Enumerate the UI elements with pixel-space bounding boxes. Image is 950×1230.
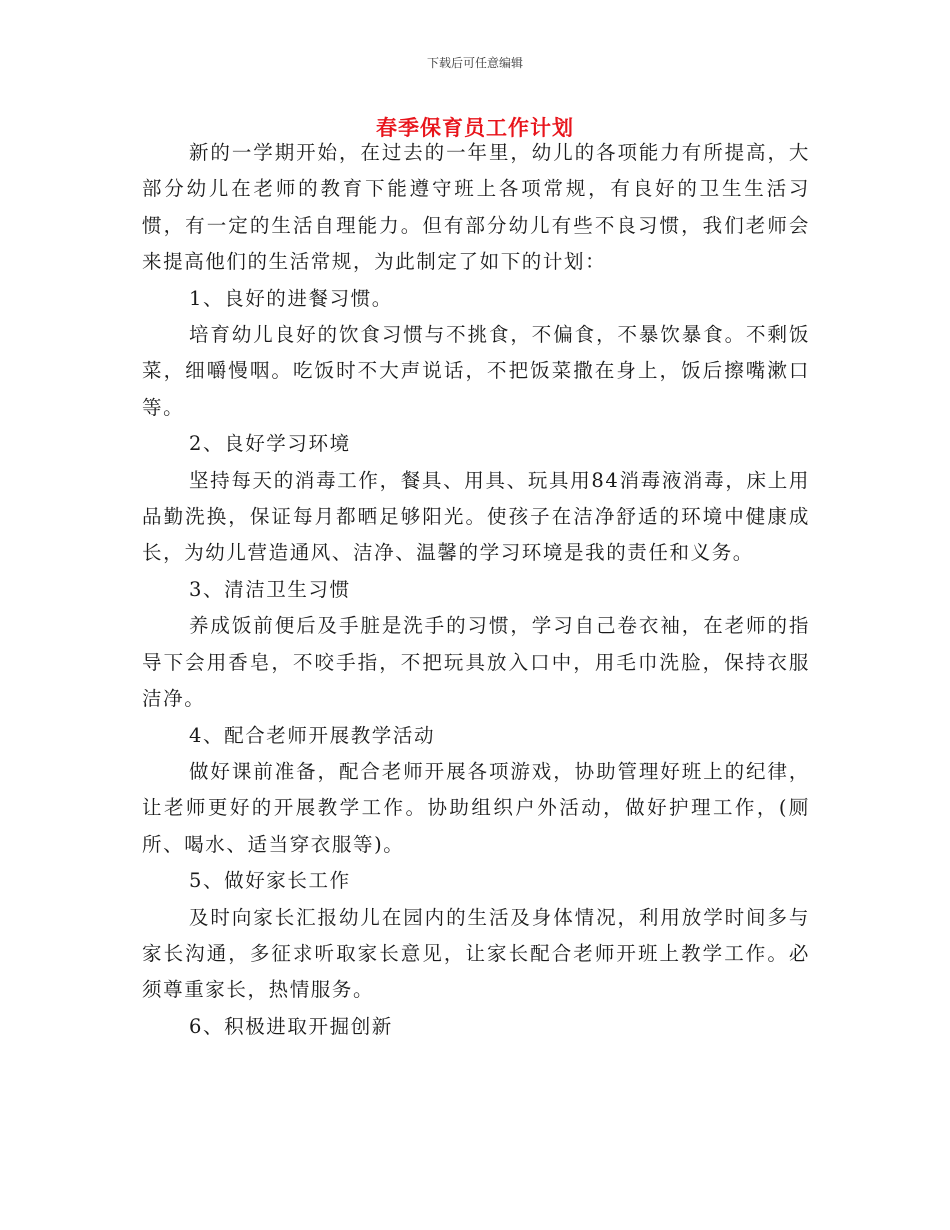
section-body-1: 培育幼儿良好的饮食习惯与不挑食，不偏食，不暴饮暴食。不剩饭菜，细嚼慢咽。吃饭时不大声说话，不把饭菜撒在身上，饭后擦嘴漱口等。 <box>142 323 810 419</box>
section-body-3: 养成饭前便后及手脏是洗手的习惯，学习自己卷衣袖，在老师的指导下会用香皂，不咬手指，不把玩具放入口中，用毛巾洗脸，保持衣服洁净。 <box>142 614 810 711</box>
section-body-5: 及时向家长汇报幼儿在园内的生活及身体情况，利用放学时间多与家长沟通，多征求听取家长意见，让家长配合老师开班上教学工作。必须尊重家长，热情服务。 <box>142 905 810 1002</box>
section-body-4: 做好课前准备，配合老师开展各项游戏，协助管理好班上的纪律，让老师更好的开展教学工作。协助组织户外活动，做好护理工作，(厕所、喝水、适当穿衣服等)。 <box>142 759 810 856</box>
section-body-2: 坚持每天的消毒工作，餐具、用具、玩具用84消毒液消毒，床上用品勤洗换，保证每月都晒足够阳光。使孩子在洁净舒适的环境中健康成长，为幼儿营造通风、洁净、温馨的学习环境是我的责任和义务。 <box>142 468 810 565</box>
document-title: 春季保育员工作计划 <box>376 115 574 140</box>
section-heading-2: 2、良好学习环境 <box>189 432 351 456</box>
section-heading-6: 6、积极进取开掘创新 <box>189 1014 393 1038</box>
intro-paragraph: 新的一学期开始，在过去的一年里，幼儿的各项能力有所提高，大部分幼儿在老师的教育下能遵守班上各项常规，有良好的卫生生活习惯，有一定的生活自理能力。但有部分幼儿有些不良习惯，我们老师会来提高他们的生活常规，为此制定了如下的计划： <box>142 141 810 274</box>
page-header-note: 下载后可任意编辑 <box>426 56 523 70</box>
section-heading-5: 5、做好家长工作 <box>189 869 351 893</box>
document-body <box>142 135 810 1045</box>
section-heading-3: 3、清洁卫生习惯 <box>189 577 351 601</box>
section-heading-1: 1、良好的进餐习惯。 <box>189 286 393 310</box>
section-heading-4: 4、配合老师开展教学活动 <box>189 723 436 747</box>
